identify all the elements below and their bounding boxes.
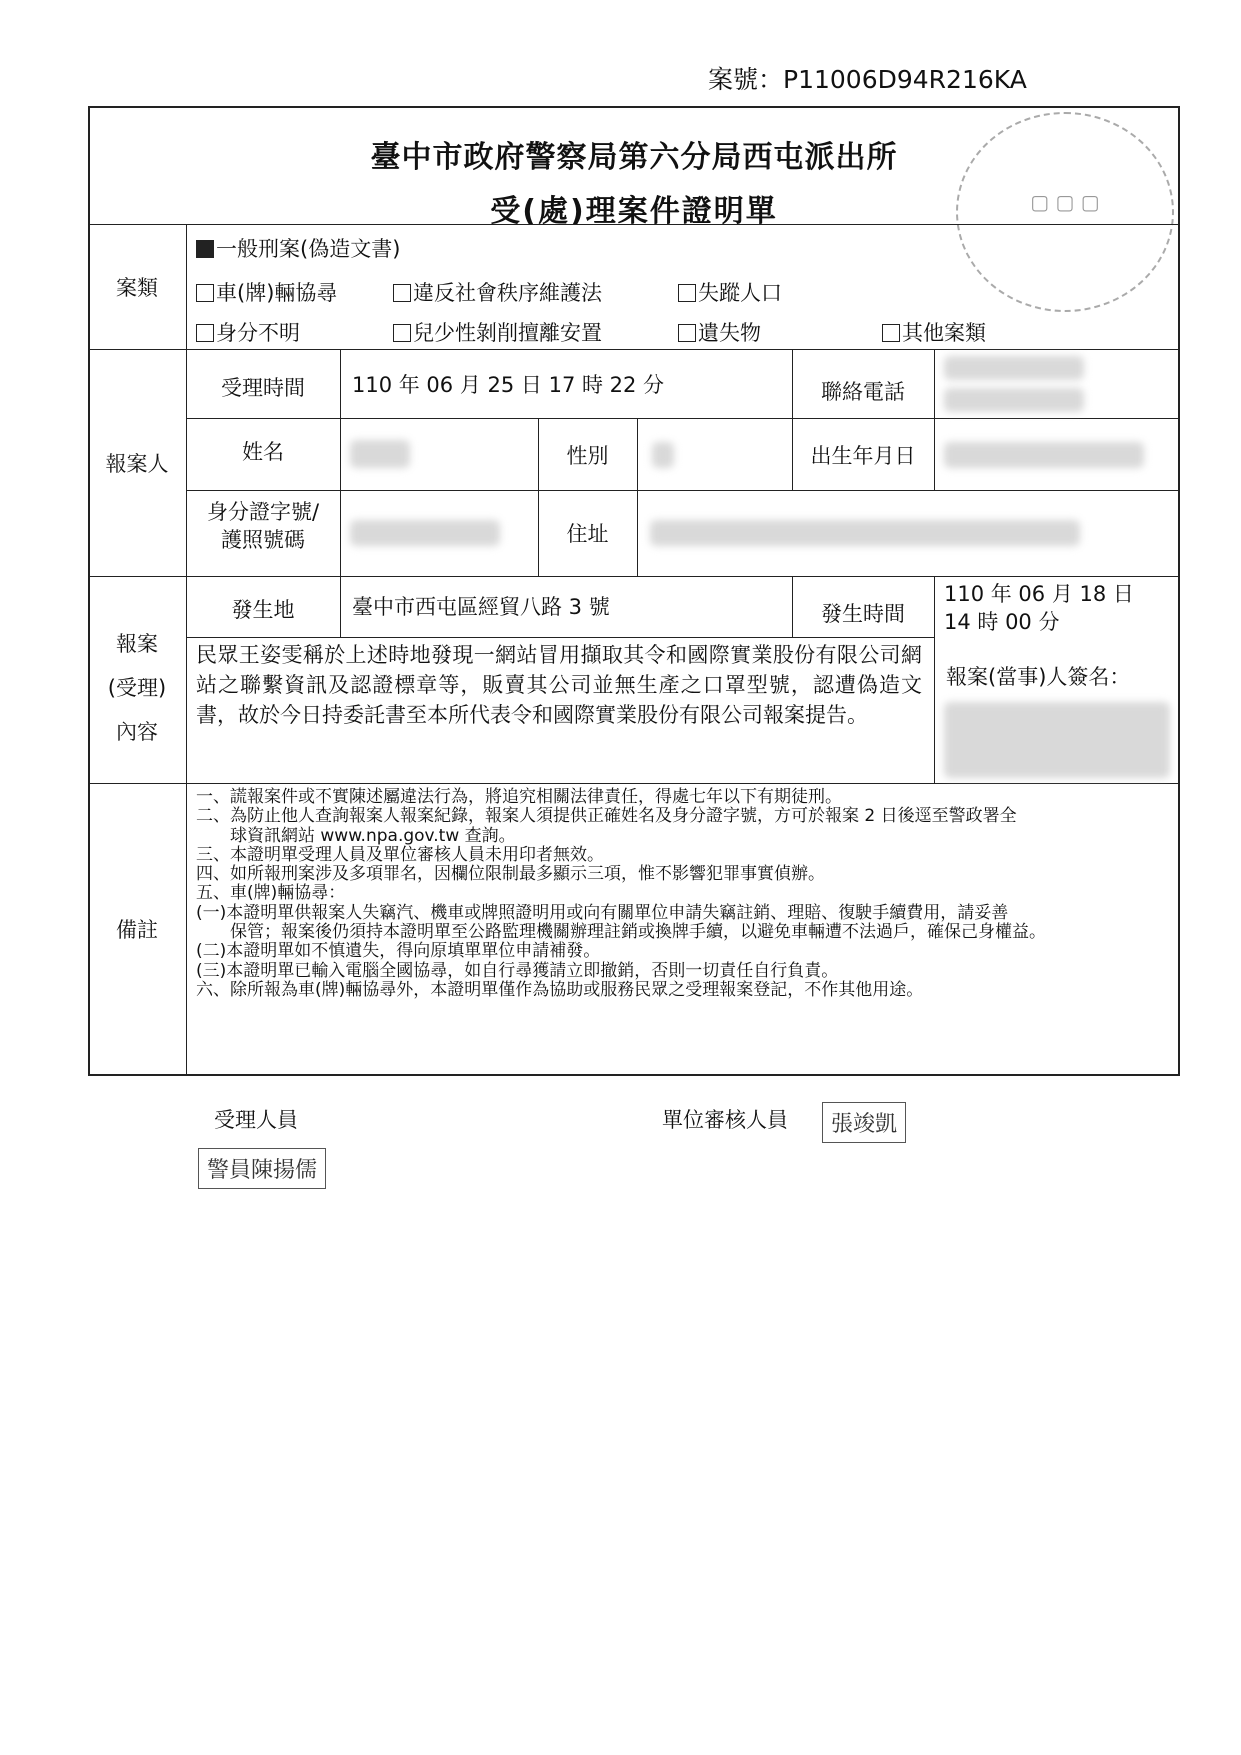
checkbox-icon [196,284,214,302]
report-label: 報案 (受理) 內容 [107,632,167,744]
checkbox-icon [882,324,900,342]
remarks-label: 備註 [116,918,158,942]
birthdate-label: 出生年月日 [810,444,916,468]
divider [637,418,638,576]
location-label: 發生地 [231,598,295,622]
occur-time-value: 110 年 06 月 18 日 14 時 00 分 [944,582,1134,634]
redacted-name [350,440,410,468]
gender-label: 性別 [566,444,609,468]
case-number: 案號：P11006D94R216KA [708,65,1027,94]
checkbox-icon [393,324,411,342]
reviewer-label: 單位審核人員 [662,1108,788,1132]
signature-label: 報案(當事)人簽名： [946,665,1131,689]
occur-time-label: 發生時間 [821,602,905,626]
checkbox-icon [393,284,411,302]
remark-line: 六、除所報為車(牌)輛協尋外，本證明單僅作為協助或服務民眾之受理報案登記，不作其他用途。 [196,979,924,1000]
remark-line: 二、為防止他人查詢報案人報案紀錄，報案人須提供正確姓名及身分證字號，方可於報案 2 日後逕至警政署全 [196,806,1017,827]
case-type-option: 車(牌)輛協尋 [196,280,337,306]
divider [88,349,1180,350]
divider [186,418,1180,419]
redacted-birthdate [944,442,1144,468]
remark-line: (二)本證明單如不慎遺失，得向原填單單位申請補發。 [196,941,601,962]
checkbox-icon [678,324,696,342]
page-title: 臺中市政府警察局第六分局西屯派出所 [370,140,898,175]
case-type-label: 案類 [116,276,158,300]
accept-time-label: 受理時間 [221,376,305,400]
case-type-option: 身分不明 [196,320,300,346]
location-value: 臺中市西屯區經貿八路 3 號 [352,595,610,619]
handler-stamp: 警員陳揚儒 [198,1148,326,1189]
case-type-option: 遺失物 [678,320,761,346]
divider [186,224,187,1076]
name-label: 姓名 [242,440,284,464]
divider [934,576,935,783]
seal-mark: ▢ ▢ ▢ [1030,190,1100,214]
divider [934,349,935,490]
redacted-gender [652,442,674,468]
redacted-id [350,520,500,546]
remark-line: 球資訊網站 www.npa.gov.tw 查詢。 [230,825,516,846]
accept-time-value: 110 年 06 月 25 日 17 時 22 分 [352,373,665,397]
report-narrative: 民眾王姿雯稱於上述時地發現一網站冒用擷取其令和國際實業股份有限公司網站之聯繫資訊及認證標章等，販賣其公司並無生產之口罩型號，認遭偽造文書，故於今日持委託書至本所代表令和國際實業股份有限公司報案提告。 [196,643,922,727]
checkbox-checked-icon [196,240,214,258]
redacted-phone [944,356,1084,380]
case-type-option: 其他案類 [882,320,986,346]
divider [88,576,1180,577]
phone-label: 聯絡電話 [821,380,905,404]
remark-line: 一、謊報案件或不實陳述屬違法行為，將追究相關法律責任，得處七年以下有期徒刑。 [196,787,842,807]
remark-line: (一)本證明單供報案人失竊汽、機車或牌照證明用或向有關單位申請失竊註銷、理賠、復駛手續費用，請妥善 [196,902,1009,923]
divider [340,349,341,637]
case-type-option: 一般刑案(偽造文書) [196,236,400,262]
divider [186,637,934,638]
remark-line: 三、本證明單受理人員及單位審核人員未用印者無效。 [196,844,604,865]
remark-line: 四、如所報刑案涉及多項罪名，因欄位限制最多顯示三項，惟不影響犯罪事實偵辦。 [196,864,825,885]
handler-label: 受理人員 [214,1108,298,1132]
checkbox-icon [678,284,696,302]
remark-line: (三)本證明單已輸入電腦全國協尋，如自行尋獲請立即撤銷，否則一切責任自行負責。 [196,960,839,981]
case-type-option: 失蹤人口 [678,280,782,306]
remark-line: 保管；報案後仍須持本證明單至公路監理機關辦理註銷或換牌手續，以避免車輛遭不法過戶，確保己身權益。 [230,922,1046,943]
form-header [88,106,1180,229]
redacted-phone [944,388,1084,412]
divider [186,490,1180,491]
remark-line: 五、車(牌)輛協尋： [196,883,346,904]
divider [88,783,1180,784]
case-type-option: 違反社會秩序維護法 [393,280,602,306]
page-subtitle: 受(處)理案件證明單 [490,194,778,229]
reporter-label: 報案人 [105,452,169,476]
reviewer-stamp: 張竣凱 [822,1102,906,1143]
checkbox-icon [196,324,214,342]
redacted-address [650,520,1080,546]
divider [88,224,1180,225]
remarks-list [196,788,1160,1000]
case-type-option: 兒少性剝削擅離安置 [393,320,602,346]
id-label: 身分證字號/ 護照號碼 [206,500,320,553]
address-label: 住址 [566,522,609,546]
redacted-signature [944,702,1170,778]
